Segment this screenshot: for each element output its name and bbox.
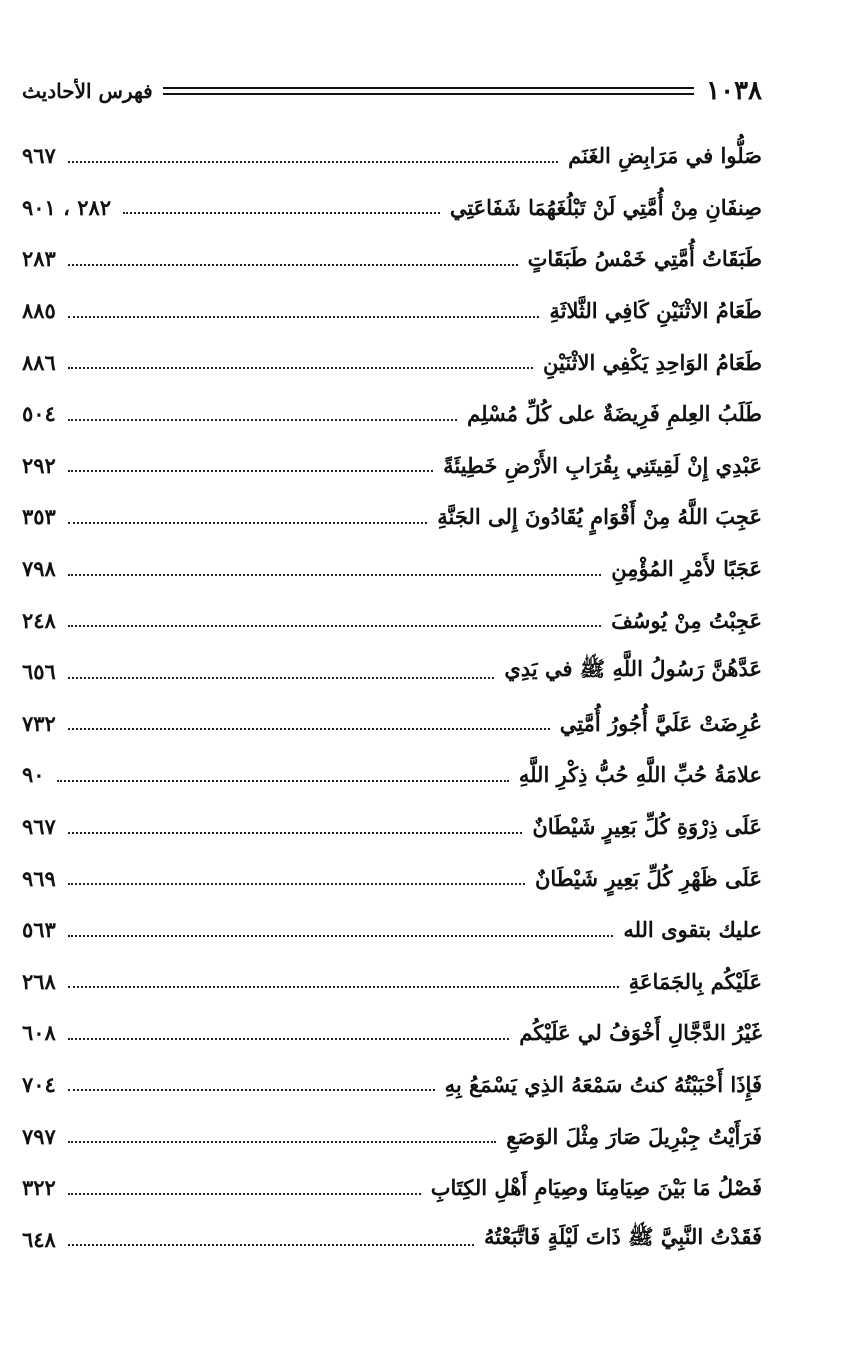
- entry-text: علامَةُ حُبِّ اللَّهِ حُبُّ ذِكْرِ اللَّهِ: [518, 762, 762, 788]
- entry-page-number: ٧٩٧: [22, 1123, 56, 1149]
- entry-page-number: ٩٠: [22, 762, 45, 788]
- dot-leader: [68, 883, 525, 885]
- entry-text: صَلُّوا في مَرَابِضِ الغَنَم: [568, 143, 762, 169]
- index-entry: [22, 543, 762, 595]
- index-entry: [22, 285, 762, 337]
- index-entry: [22, 1213, 762, 1265]
- entry-text: عَلَى ذِرْوَةِ كُلِّ بَعِيرٍ شَيْطَانٌ: [532, 814, 762, 840]
- entry-page-number: ٢٨٣: [22, 246, 56, 272]
- dot-leader: [68, 728, 550, 730]
- entry-text: فَإِذَا أَحْبَبْتُهُ كنتُ سَمْعَهُ الذِي يَسْمَعُ بِهِ: [444, 1071, 762, 1097]
- entry-page-number: ٧٠٤: [22, 1071, 56, 1097]
- entry-page-number: ٩٦٧: [22, 143, 56, 169]
- entry-page-number: ٨٨٥: [22, 298, 56, 324]
- entry-text: طَلَبُ العِلمِ فَرِيضَةٌ على كُلِّ مُسْلِم: [467, 401, 762, 427]
- hadith-index-list: [22, 130, 762, 1265]
- entry-page-number: ٣٥٣: [22, 504, 56, 530]
- index-entry: [22, 956, 762, 1008]
- entry-text: فَرَأَيْتُ جِبْرِيلَ صَارَ مِثْلَ الوَصَعِ: [506, 1123, 762, 1149]
- entry-page-number: ٦٠٨: [22, 1020, 56, 1046]
- dot-leader: [68, 264, 518, 266]
- index-entry: [22, 1162, 762, 1214]
- entry-text: فَصْلُ مَا بَيْنَ صِيَامِنَا وصِيَامِ أَهْلِ الكِتَابِ: [430, 1175, 762, 1201]
- dot-leader: [68, 161, 558, 163]
- entry-text: طَعَامُ الوَاحِدِ يَكْفِي الاثْنَيْنِ: [543, 349, 762, 375]
- index-entry: [22, 1007, 762, 1059]
- dot-leader: [68, 1141, 496, 1143]
- entry-page-number: ٦٤٨: [22, 1226, 56, 1252]
- index-entry: [22, 594, 762, 646]
- entry-page-number: ٧٣٢: [22, 710, 56, 736]
- dot-leader: [68, 1193, 421, 1195]
- dot-leader: [68, 986, 619, 988]
- entry-text: طَبَقَاتُ أُمَّتِي خَمْسُ طَبَقَاتٍ: [527, 246, 762, 272]
- page-number: ١٠٣٨: [706, 76, 762, 106]
- entry-text: طَعَامُ الاثْنَيْنِ كَافِي الثَّلاثَةِ: [549, 298, 762, 324]
- entry-page-number: ٢٩٢: [22, 452, 56, 478]
- dot-leader: [68, 419, 457, 421]
- entry-text: فَقَدْتُ النَّبِيَّ ﷺ ذَاتَ لَيْلَةٍ فَاتَّبَعْتُهُ: [483, 1223, 762, 1249]
- entry-text: عليك بتقوى الله: [623, 917, 762, 943]
- entry-page-number: ٨٨٦: [22, 349, 56, 375]
- index-entry: [22, 233, 762, 285]
- dot-leader: [68, 316, 540, 318]
- index-entry: [22, 852, 762, 904]
- dot-leader: [68, 574, 601, 576]
- entry-text: عَدَّهُنَّ رَسُولُ اللَّهِ ﷺ في يَدِي: [504, 656, 762, 682]
- dot-leader: [68, 522, 427, 524]
- entry-text: عَلَيْكُم بِالجَمَاعَةِ: [628, 968, 762, 994]
- entry-text: صِنفَانِ مِنْ أُمَّتِي لَنْ تَبْلُغَهُمَا شَفَاعَتِي: [449, 194, 762, 220]
- entry-page-number: ٢٦٨: [22, 968, 56, 994]
- entry-page-number: ٢٤٨: [22, 607, 56, 633]
- dot-leader: [68, 367, 533, 369]
- dot-leader: [68, 1089, 435, 1091]
- entry-text: عَبْدِي إِنْ لَقِيتَنِي بِقُرَابِ الأَرْضِ خَطِيئَةً: [443, 452, 762, 478]
- index-entry: [22, 749, 762, 801]
- index-entry: [22, 904, 762, 956]
- index-entry: [22, 1059, 762, 1111]
- entry-page-number: ٩٦٧: [22, 814, 56, 840]
- index-entry: [22, 182, 762, 234]
- entry-page-number: ٢٨٢ ، ٩٠١: [22, 194, 112, 220]
- entry-page-number: ٦٥٦: [22, 659, 56, 685]
- index-entry: [22, 440, 762, 492]
- entry-page-number: ٩٦٩: [22, 865, 56, 891]
- dot-leader: [68, 470, 433, 472]
- entry-text: عَجِبَ اللَّهُ مِنْ أَقْوَامٍ يُقَادُونَ إِلى الجَنَّةِ: [437, 504, 762, 530]
- dot-leader: [68, 832, 523, 834]
- index-entry: [22, 698, 762, 750]
- header-double-rule: [163, 87, 694, 95]
- dot-leader: [68, 935, 613, 937]
- entry-text: عَجَبًا لأَمْرِ المُؤْمِنِ: [611, 556, 762, 582]
- index-entry: [22, 1110, 762, 1162]
- entry-text: غَيْرُ الدَّجَّالِ أَخْوَفُ لي عَلَيْكُم: [519, 1020, 762, 1046]
- dot-leader: [68, 1244, 474, 1246]
- entry-page-number: ٥٠٤: [22, 401, 56, 427]
- entry-page-number: ٧٩٨: [22, 556, 56, 582]
- index-entry: [22, 388, 762, 440]
- page-header: [22, 74, 762, 108]
- index-entry: [22, 336, 762, 388]
- dot-leader: [68, 677, 494, 679]
- index-entry: [22, 491, 762, 543]
- entry-text: عَلَى ظَهْرِ كُلِّ بَعِيرٍ شَيْطَانٌ: [535, 865, 762, 891]
- header-title: فهرس الأحاديث: [22, 79, 153, 103]
- dot-leader: [68, 625, 601, 627]
- index-entry: [22, 130, 762, 182]
- index-entry: [22, 801, 762, 853]
- dot-leader: [68, 1038, 509, 1040]
- entry-page-number: ٣٢٢: [22, 1175, 56, 1201]
- dot-leader: [123, 212, 440, 214]
- entry-text: عَجِبْتُ مِنْ يُوسُفَ: [611, 607, 762, 633]
- dot-leader: [57, 780, 509, 782]
- index-entry: [22, 646, 762, 698]
- entry-text: عُرِضَتْ عَلَيَّ أُجُورُ أُمَّتِي: [559, 710, 762, 736]
- entry-page-number: ٥٦٣: [22, 917, 56, 943]
